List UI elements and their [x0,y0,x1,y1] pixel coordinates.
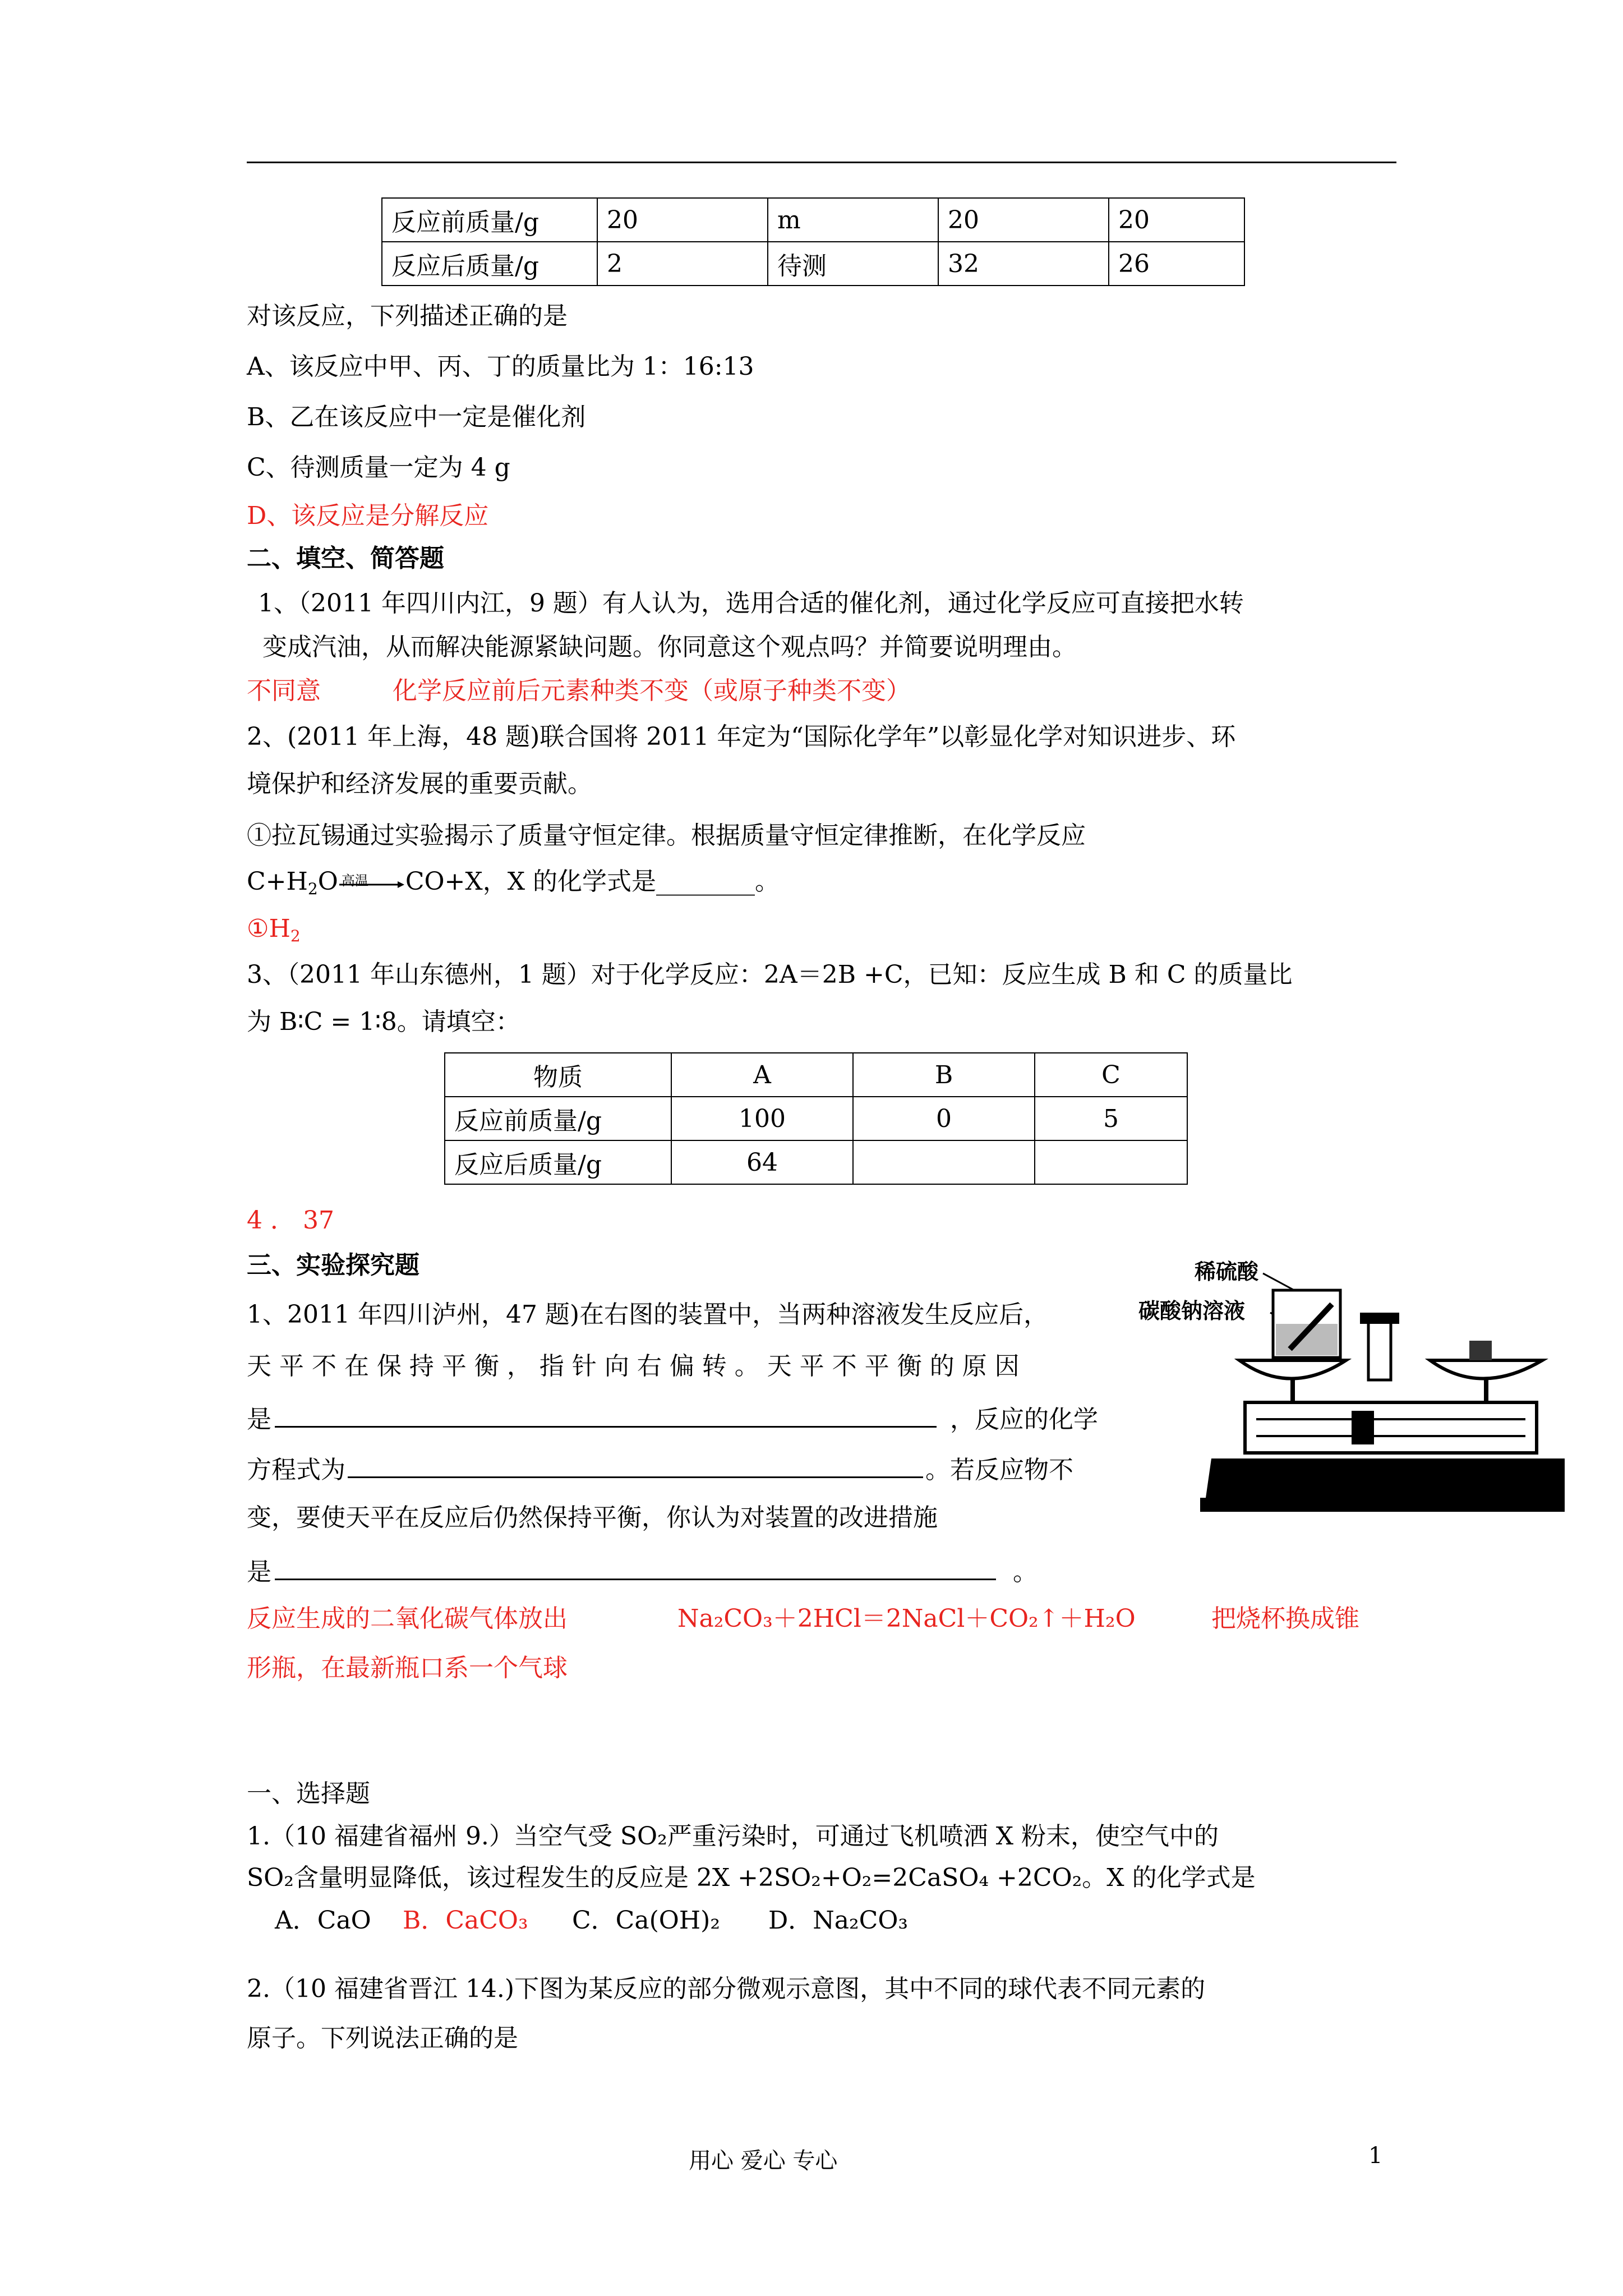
question-text: 1、2011 年四川泸州，47 题)在右图的装置中，当两种溶液发生反应后， [247,1300,1049,1329]
question-text: 原子。下列说法正确的是 [247,2024,518,2053]
table-cell: 20 [597,198,768,242]
question-text: 2、(2011 年上海，48 题)联合国将 2011 年定为“国际化学年”以彰显化学对知识进步、环 [247,723,1236,751]
answer-text: 化学反应前后元素种类不变（或原子种类不变） [393,677,911,705]
table-row [445,1097,1187,1140]
text-part: ，反应的化学 [950,1405,1098,1434]
table-cell: 物质 [445,1053,671,1097]
text-part: 。若反应物不 [925,1456,1073,1484]
question-text: ①拉瓦锡通过实验揭示了质量守恒定律。根据质量守恒定律推断，在化学反应 [247,821,1086,850]
option-a: A、该反应中甲、丙、丁的质量比为 1：16:13 [247,352,754,381]
question-text: 变，要使天平在反应后仍然保持平衡，你认为对装置的改进措施 [247,1503,938,1532]
figure-label: 碳酸钠溶液 [1138,1299,1246,1323]
option-a: A．CaO [275,1906,371,1935]
answer-text: 把烧杯换成锥 [1211,1604,1359,1633]
eq-part: CO+X，X 的化学式是________。 [405,867,780,896]
table-row [445,1053,1187,1097]
table-cell: C [1035,1053,1187,1097]
answer-blank[interactable] [275,1401,937,1428]
table-cell: 100 [671,1097,853,1140]
answer-sub: 2 [290,927,301,945]
answer-blank[interactable] [275,1554,996,1580]
section-heading: 二、填空、简答题 [247,544,444,573]
option-d-answer: D、该反应是分解反应 [247,501,489,530]
option-b: B、乙在该反应中一定是催化剂 [247,403,586,431]
question-text: 2.（10 福建省晋江 14.)下图为某反应的部分微观示意图，其中不同的球代表不同元素的 [247,1975,1206,2003]
eq-part: O [317,867,338,896]
page-number: 1 [1368,2143,1383,2169]
option-c: C．Ca(OH)₂ [572,1906,720,1935]
table-cell: 20 [938,198,1109,242]
answer-blank[interactable] [348,1452,923,1478]
answer-text: 反应生成的二氧化碳气体放出 [247,1604,568,1633]
question-text: 天 平 不 在 保 持 平 衡 ， 指 针 向 右 偏 转 。 天 平 不 平 衡 的 原 因 [247,1352,1020,1381]
option-d: D．Na₂CO₃ [768,1906,909,1935]
mass-table-2 [444,1052,1188,1185]
reaction-arrow [338,866,405,898]
mass-table-1 [381,197,1245,286]
text-part: 方程式为 [247,1456,345,1484]
question-text: 境保护和经济发展的重要贡献。 [247,770,592,798]
table-cell [1035,1140,1187,1184]
text-part: 。 [1013,1558,1038,1586]
table-cell: 32 [938,242,1109,286]
table-cell: A [671,1053,853,1097]
table-row [382,198,1244,242]
table-cell: 26 [1109,242,1244,286]
table-cell: 2 [597,242,768,286]
answer-text: 不同意 [247,677,321,705]
table-cell: B [853,1053,1035,1097]
table-row [445,1140,1187,1184]
table-cell: m [768,198,938,242]
table-cell: 20 [1109,198,1244,242]
table-row [382,242,1244,286]
table-cell: 反应前质量/g [382,198,597,242]
equation-line [247,866,780,905]
table-cell: 待测 [768,242,938,286]
arrow-icon [338,881,405,889]
question-text: 1、（2011 年四川内江，9 题）有人认为，选用合适的催化剂，通过化学反应可直接把水转 [258,589,1244,618]
table-cell: 64 [671,1140,853,1184]
question-stem: 对该反应，下列描述正确的是 [247,302,568,330]
option-c: C、待测质量一定为 4 g [247,453,510,482]
answer-text: 4 ． 37 [247,1206,334,1235]
answer-text: Na₂CO₃＋2HCl＝2NaCl＋CO₂↑＋H₂O [677,1604,1136,1633]
eq-sub: 2 [307,880,318,898]
section-heading: 三、实验探究题 [247,1251,419,1280]
table-cell [853,1140,1035,1184]
answer-text [247,913,301,952]
balance-figure [1138,1251,1565,1520]
text-part: 是 [247,1405,271,1434]
table-cell: 反应后质量/g [445,1140,671,1184]
question-text [247,1401,1098,1435]
answer-text: 形瓶，在最新瓶口系一个气球 [247,1654,568,1682]
table-cell: 反应前质量/g [445,1097,671,1140]
option-b-answer: B．CaCO₃ [403,1906,528,1935]
question-text [247,1452,1073,1486]
question-text: 为 B∶C = 1∶8。请填空： [247,1007,520,1036]
table-cell: 0 [853,1097,1035,1140]
balance-scale-icon [1138,1251,1565,1520]
figure-label: 稀硫酸 [1195,1259,1259,1284]
footer-motto: 用心 爱心 专心 [689,2148,838,2174]
eq-part: C+H [247,867,308,896]
question-text: SO₂含量明显降低，该过程发生的反应是 2X +2SO₂+O₂=2CaSO₄ +2CO₂。X 的化学式是 [247,1864,1256,1892]
text-part: 是 [247,1558,271,1586]
question-text [247,1554,1038,1588]
question-text: 3、（2011 年山东德州，1 题）对于化学反应：2A＝2B +C，已知：反应生成 B 和 C 的质量比 [247,960,1293,989]
section-heading: 一、选择题 [247,1779,370,1808]
header-rule [247,162,1396,163]
answer-part: ①H [247,914,291,943]
table-cell: 5 [1035,1097,1187,1140]
question-text: 1.（10 福建省福州 9.）当空气受 SO₂严重污染时，可通过飞机喷洒 X 粉末，使空气中的 [247,1822,1219,1851]
reaction-condition: 高温 [341,873,368,889]
table-cell: 反应后质量/g [382,242,597,286]
question-text: 变成汽油，从而解决能源紧缺问题。你同意这个观点吗？并简要说明理由。 [262,633,1077,661]
